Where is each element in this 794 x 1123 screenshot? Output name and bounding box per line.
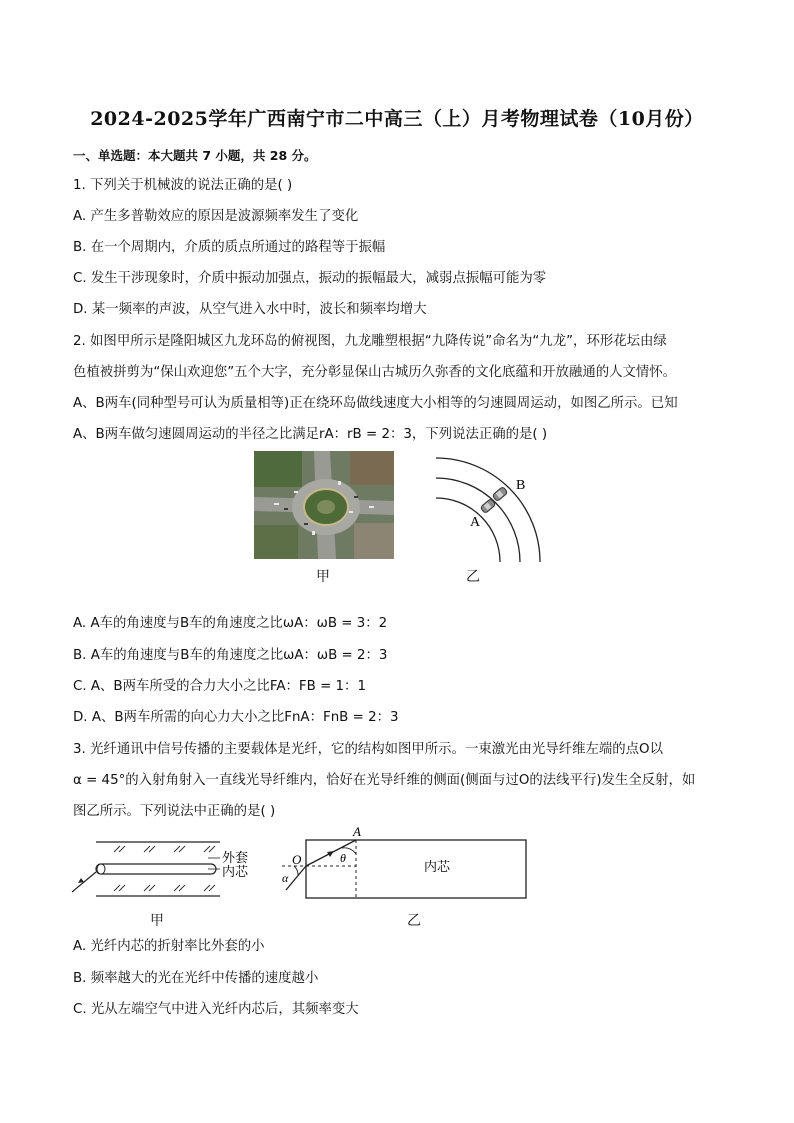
roundabout-aerial-photo <box>254 451 394 559</box>
q2-option-d: D. A、B两车所需的向心力大小之比FnA：FnB = 2：3 <box>73 710 399 725</box>
q1-option-b: B. 在一个周期内，介质的质点所通过的路程等于振幅 <box>73 240 386 255</box>
circular-track-diagram <box>430 452 550 564</box>
outer-cladding-label: 外套 <box>222 851 249 866</box>
q2-option-c: C. A、B两车所受的合力大小之比FA：FB = 1：1 <box>73 679 366 694</box>
q3-stem-line3: 图乙所示。下列说法中正确的是( ) <box>73 804 276 819</box>
q3-option-b: B. 频率越大的光在光纤中传播的速度越小 <box>73 971 319 986</box>
alpha-label: α <box>282 871 289 885</box>
page-title: 2024-2025学年广西南宁市二中高三（上）月考物理试卷（10月份） <box>90 108 704 130</box>
fig3-jia-caption: 甲 <box>150 913 164 929</box>
q1-stem: 1. 下列关于机械波的说法正确的是( ) <box>73 178 293 193</box>
q2-stem-line4: A、B两车做匀速圆周运动的半径之比满足rA：rB = 2：3，下列说法正确的是( ) <box>73 427 548 442</box>
car-a-label: A <box>470 515 481 530</box>
q2-option-a: A. A车的角速度与B车的角速度之比ωA：ωB = 3：2 <box>73 616 388 631</box>
q3-stem-line2: α = 45°的入射角射入一直线光导纤维内，恰好在光导纤维的侧面(侧面与过O的法线平行)发生全反射，如 <box>73 773 696 788</box>
q3-option-a: A. 光纤内芯的折射率比外套的小 <box>73 939 265 954</box>
optical-fiber-structure-diagram <box>70 836 260 902</box>
inner-core-label: 内芯 <box>222 865 249 880</box>
core-label: 内芯 <box>424 860 451 875</box>
q1-option-d: D. 某一频率的声波，从空气进入水中时，波长和频率均增大 <box>73 302 427 317</box>
fig-jia-caption: 甲 <box>316 569 330 585</box>
point-a-label: A <box>353 824 361 839</box>
q2-stem-line3: A、B两车(同种型号可认为质量相等)正在绕环岛做线速度大小相等的匀速圆周运动，如图乙所示。已知 <box>73 396 678 411</box>
theta-label: θ <box>340 851 346 865</box>
car-b-label: B <box>516 478 526 493</box>
point-o-label: O <box>292 852 302 867</box>
fig-yi-caption: 乙 <box>466 569 480 585</box>
q3-stem-line1: 3. 光纤通讯中信号传播的主要载体是光纤，它的结构如图甲所示。一束激光由光导纤维左端的点O以 <box>73 742 663 757</box>
q2-stem-line2: 色植被拼剪为“保山欢迎您”五个大字，充分彰显保山古城历久弥香的文化底蕴和开放融通的人文情怀。 <box>73 365 677 380</box>
fig3-yi-caption: 乙 <box>407 913 421 929</box>
q1-option-c: C. 发生干涉现象时，介质中振动加强点，振动的振幅最大，减弱点振幅可能为零 <box>73 271 547 286</box>
section-heading: 一、单选题：本大题共 7 小题，共 28 分。 <box>73 148 317 163</box>
total-reflection-diagram <box>278 824 530 902</box>
q2-stem-line1: 2. 如图甲所示是隆阳城区九龙环岛的俯视图，九龙雕塑根据“九降传说”命名为“九龙”，环形花坛由绿 <box>73 334 667 349</box>
q1-option-a: A. 产生多普勒效应的原因是波源频率发生了变化 <box>73 209 359 224</box>
q2-option-b: B. A车的角速度与B车的角速度之比ωA：ωB = 2：3 <box>73 648 388 663</box>
q3-option-c: C. 光从左端空气中进入光纤内芯后，其频率变大 <box>73 1002 359 1017</box>
